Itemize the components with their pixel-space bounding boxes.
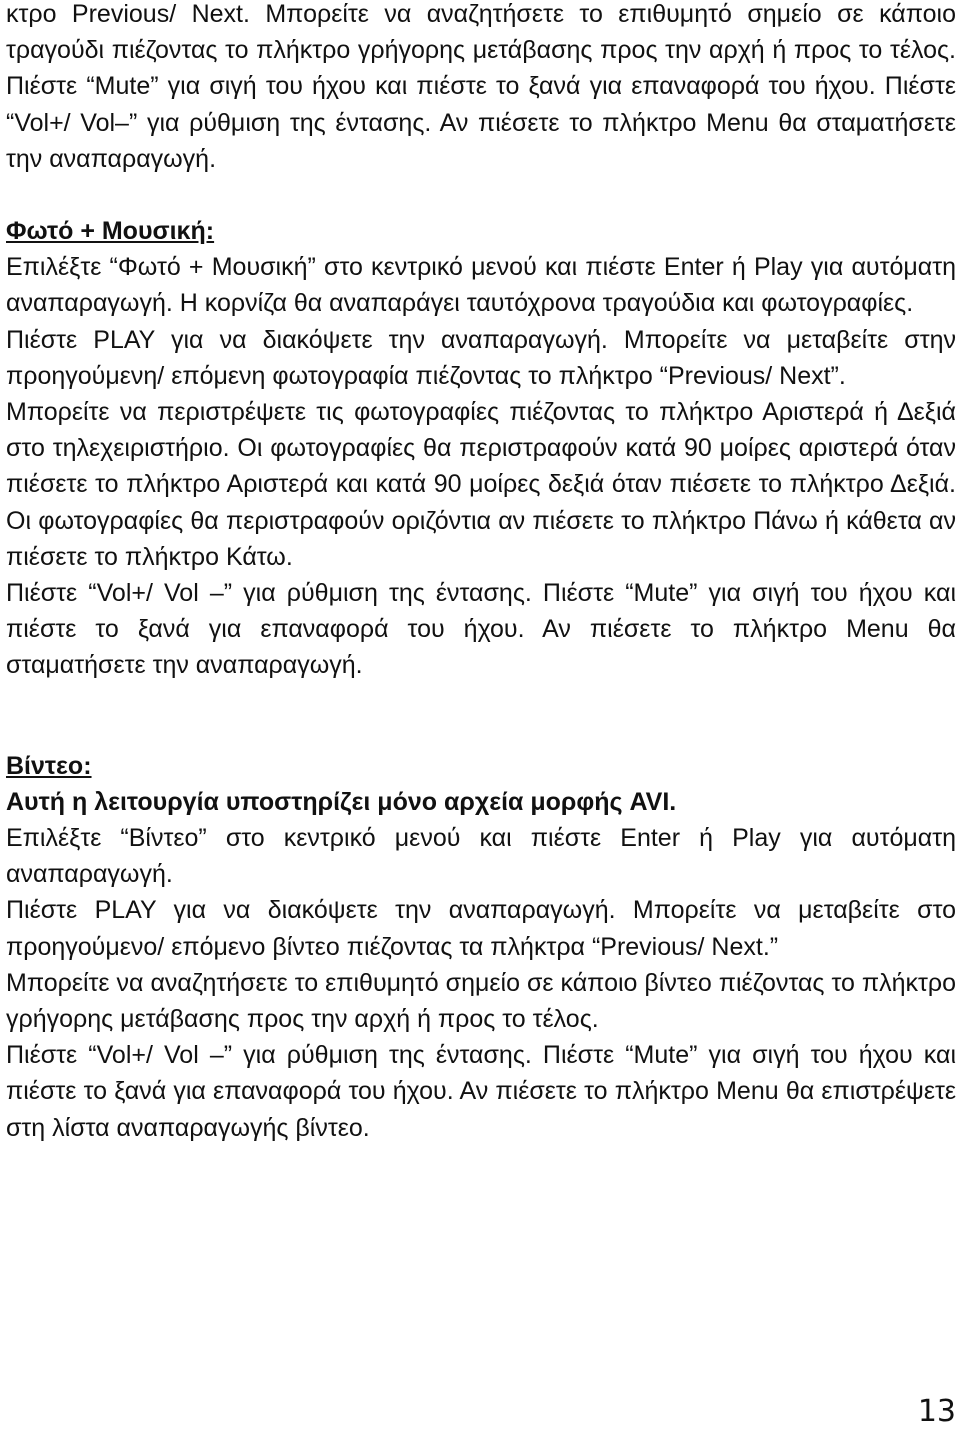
photo-music-paragraph: Μπορείτε να περιστρέψετε τις φωτογραφίες πιέζοντας το πλήκτρο Αριστερά ή Δεξιά στο τηλεχειριστήριο. Οι φωτογραφίες θα περιστραφούν κατά 90 μοίρες αριστερά όταν πιέσετε το πλήκτρο Αριστερά και κατά 90 μοίρες δεξιά όταν πιέσετε το πλήκτρο Δεξιά. Οι φωτογραφίες θα περιστραφούν οριζόντια αν πιέσετε το πλήκτρο Πάνω ή κάθετα αν πιέσετε το πλήκτρο Κάτω. — [6, 398, 956, 571]
photo-music-paragraph: Επιλέξτε “Φωτό + Μουσική” στο κεντρικό μενού και πιέστε Enter ή Play για αυτόματη αναπαραγωγή. Η κορνίζα θα αναπαράγει ταυτόχρονα τραγούδια και φωτογραφίες. — [6, 253, 956, 318]
video-paragraph: Μπορείτε να αναζητήσετε το επιθυμητό σημείο σε κάποιο βίντεο πιέζοντας το πλήκτρο γρήγορης μετάβασης προς την αρχή ή προς το τέλος. — [6, 968, 956, 1034]
photo-music-section — [6, 213, 956, 684]
page-number: 13 — [917, 1394, 956, 1429]
video-paragraph: Πιέστε PLAY για να διακόψετε την αναπαραγωγή. Μπορείτε να μεταβείτε στο προηγούμενο/ επόμενο βίντεο πιέζοντας τα πλήκτρα “Previous/ Next.” — [6, 896, 956, 961]
video-paragraph: Πιέστε “Vol+/ Vol –” για ρύθμιση της έντασης. Πιέστε “Mute” για σιγή του ήχου και πιέστε το ξανά για επαναφορά του ήχου. Αν πιέσετε το πλήκτρο Menu θα επιστρέψετε στη λίστα αναπαραγωγής βίντεο. — [6, 1041, 956, 1142]
document-page — [6, 0, 956, 1146]
photo-music-paragraph: Πιέστε PLAY για να διακόψετε την αναπαραγωγή. Μπορείτε να μεταβείτε στην προηγούμενη/ επόμενη φωτογραφία πιέζοντας το πλήκτρο “Previous/ Next”. — [6, 325, 956, 390]
intro-paragraph: κτρο Previous/ Next. Μπορείτε να αναζητήσετε το επιθυμητό σημείο σε κάποιο τραγούδι πιέζοντας το πλήκτρο γρήγορης μετάβασης προς την αρχή ή προς το τέλος. Πιέστε “Mute” για σιγή του ήχου και πιέστε το ξανά για επαναφορά του ήχου. Πιέστε “Vol+/ Vol–” για ρύθμιση της έντασης. Αν πιέσετε το πλήκτρο Menu θα σταματήσετε την αναπαραγωγή. — [6, 0, 956, 173]
photo-music-paragraph: Πιέστε “Vol+/ Vol –” για ρύθμιση της έντασης. Πιέστε “Mute” για σιγή του ήχου και πιέστε το ξανά για επαναφορά του ήχου. Αν πιέσετε το πλήκτρο Menu θα σταματήσετε την αναπαραγωγή. — [6, 579, 956, 680]
section-spacer — [6, 684, 956, 748]
section-spacer — [6, 177, 956, 213]
intro-section — [6, 0, 956, 177]
video-heading: Βίντεο: — [6, 751, 92, 780]
photo-music-heading: Φωτό + Μουσική: — [6, 217, 215, 246]
video-section — [6, 748, 956, 1146]
video-format-note: Αυτή η λειτουργία υποστηρίζει μόνο αρχεία μορφής AVI. — [6, 787, 677, 816]
video-paragraph: Επιλέξτε “Βίντεο” στο κεντρικό μενού και πιέστε Enter ή Play για αυτόματη αναπαραγωγή. — [6, 824, 956, 889]
